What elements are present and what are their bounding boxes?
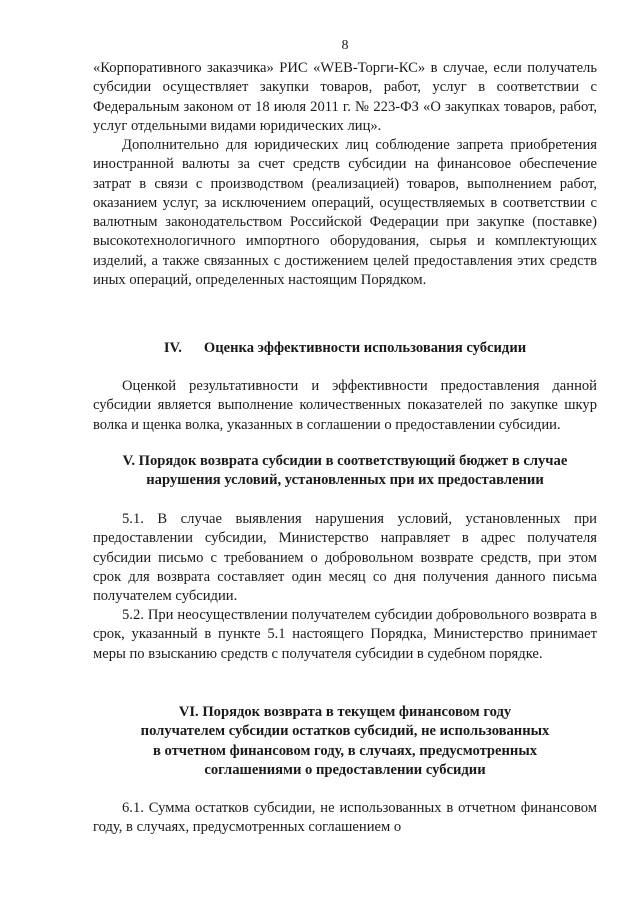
section-5-heading xyxy=(93,452,597,491)
paragraph-5-1: 5.1. В случае выявления нарушения условий, установленных при предоставлении субсидии, Министерство направляет в адрес получателя субсидии письмо с требованием о добровольном возврате средств, при этом срок для возврата составляет один месяц со дня получения данного письма получателем субсидии. xyxy=(93,511,597,605)
paragraph-currency-restriction: Дополнительно для юридических лиц соблюдение запрета приобретения иностранной валюты за счет средств субсидии на финансовое обеспечение затрат в связи с производством (реализацией) товаров, выполнением работ, оказанием услуг, за исключением операций, осуществляемых в соответствии с валютным законодательством Российской Федерации при закупке (поставке) высокотехнологичного импортного оборудования, сырья и комплектующих изделий, а также связанных с достижением целей предоставления этих средств иных операций, определенных настоящим Порядком. xyxy=(93,137,597,289)
section-4-number: IV. xyxy=(163,340,182,356)
paragraph-corporate-customer: «Корпоративного заказчика» РИС «WEB-Торги-КС» в случае, если получатель субсидии осуществляет закупки товаров, работ, услуг в соответствии с Федеральным законом от 18 июля 2011 г. № 223-ФЗ «О закупках товаров, работ, услуг отдельными видами юридических лиц». xyxy=(93,60,597,134)
paragraph-5-2: 5.2. При неосуществлении получателем субсидии добровольного возврата в срок, указанный в пункте 5.1 настоящего Порядка, Министерство принимает меры по взысканию средств с получателя субсидии в судебном порядке. xyxy=(93,607,597,662)
section-4-title: Оценка эффективности использования субсидии xyxy=(203,340,527,356)
section-6-title-line-2: получателем субсидии остатков субсидий, не использованных xyxy=(140,723,550,740)
section-6-title-line-3: в отчетном финансовом году, в случаях, предусмотренных xyxy=(152,742,538,759)
page-number: 8 xyxy=(341,38,349,53)
section-6-title-line-1: VI. Порядок возврата в текущем финансовом году xyxy=(178,704,512,720)
section-5-title-line-1: V. Порядок возврата субсидии в соответствующий бюджет в случае xyxy=(122,453,568,469)
paragraph-efficiency-assessment: Оценкой результативности и эффективности предоставления данной субсидии является выполнение количественных показателей по закупке шкур волка и щенка волка, указанных в соглашении о предоставлении субсидии. xyxy=(93,378,597,433)
section-5-title-line-2: нарушения условий, установленных при их предоставлении xyxy=(146,472,544,489)
section-6-title-line-4: соглашениями о предоставлении субсидии xyxy=(204,761,486,778)
section-6-heading xyxy=(93,703,597,780)
paragraph-6-1: 6.1. Сумма остатков субсидии, не использованных в отчетном финансовом году, в случаях, предусмотренных соглашением о xyxy=(93,800,597,836)
section-4-heading xyxy=(93,339,597,358)
